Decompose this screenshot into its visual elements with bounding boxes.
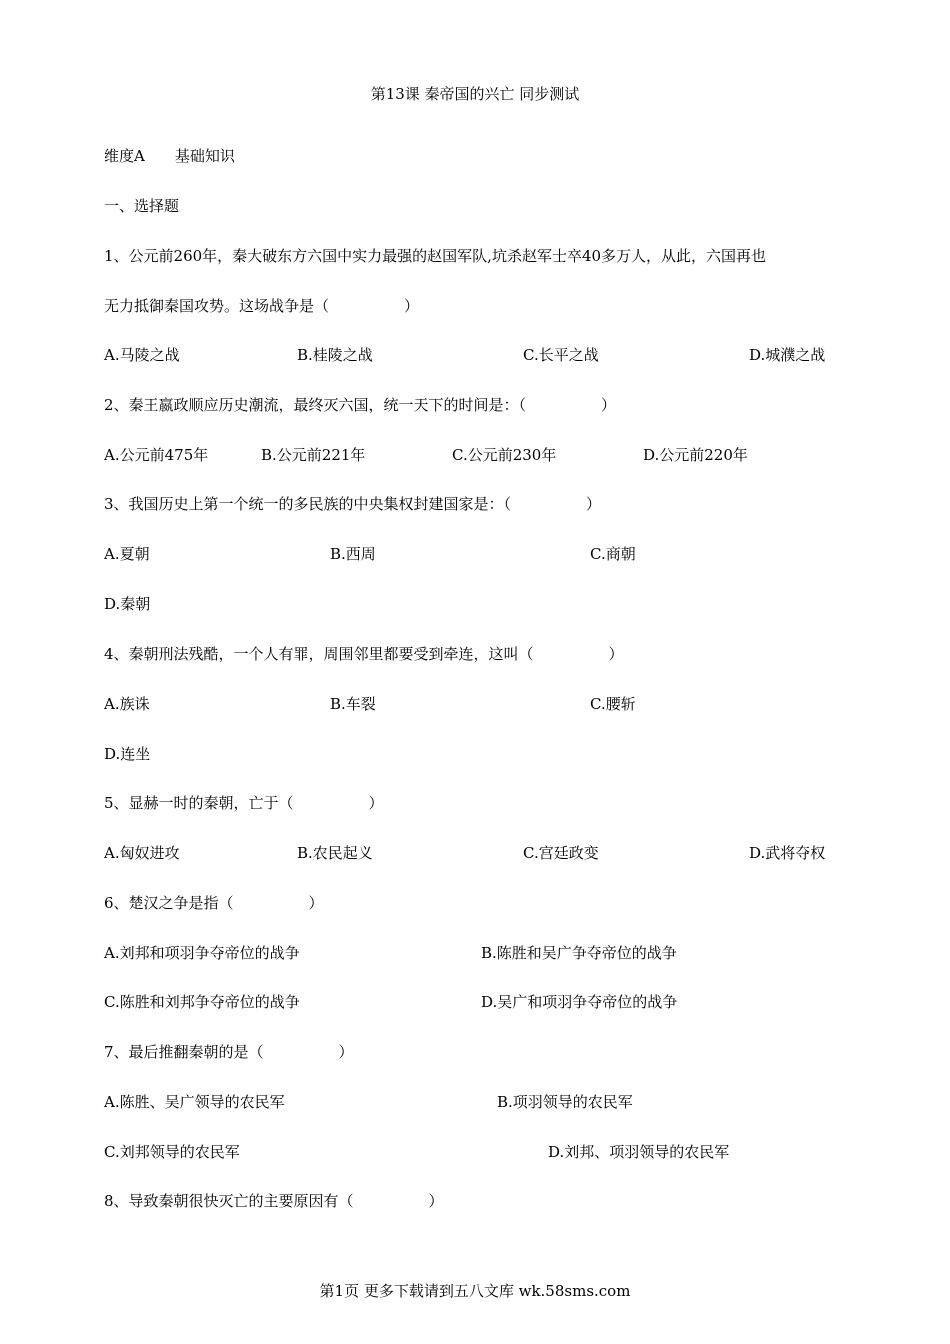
question-6-option-d: D.吴广和项羽争夺帝位的战争 [481,993,678,1011]
question-6-stem: 6、楚汉之争是指（ ） [104,894,324,912]
question-7-option-b: B.项羽领导的农民军 [497,1093,633,1111]
question-4-option-a: A.族诛 [104,695,150,713]
question-8-stem: 8、导致秦朝很快灭亡的主要原因有（ ） [104,1192,444,1210]
question-4-option-c: C.腰斩 [590,695,636,713]
question-1-stem-line-1: 1、公元前260年，秦大破东方六国中实力最强的赵国军队,坑杀赵军士卒40多万人，从此，六国再也 [104,247,767,265]
question-5-option-b: B.农民起义 [297,844,373,862]
section-heading: 一、选择题 [104,197,180,215]
question-6-option-c: C.陈胜和刘邦争夺帝位的战争 [104,993,300,1011]
question-1-option-d: D.城濮之战 [749,346,826,364]
dimension-heading: 维度A 基础知识 [104,147,235,165]
question-7-option-d: D.刘邦、项羽领导的农民军 [548,1143,730,1161]
question-1-option-c: C.长平之战 [523,346,599,364]
question-3-option-c: C.商朝 [590,545,636,563]
question-5-option-d: D.武将夺权 [749,844,826,862]
page-footer: 第1页 更多下载请到五八文库 wk.58sms.com [319,1282,631,1300]
question-4-option-b: B.车裂 [330,695,376,713]
question-1-option-a: A.马陵之战 [104,346,180,364]
question-7-option-a: A.陈胜、吴广领导的农民军 [104,1093,285,1111]
question-3-option-b: B.西周 [330,545,376,563]
question-5-option-a: A.匈奴进攻 [104,844,180,862]
question-3-option-a: A.夏朝 [104,545,150,563]
question-7-stem: 7、最后推翻秦朝的是（ ） [104,1043,354,1061]
question-5-stem: 5、显赫一时的秦朝，亡于（ ） [104,794,384,812]
question-5-option-c: C.宫廷政变 [523,844,599,862]
question-2-option-a: A.公元前475年 [104,446,209,464]
question-7-option-c: C.刘邦领导的农民军 [104,1143,240,1161]
question-1-stem-line-2: 无力抵御秦国攻势。这场战争是（ ） [104,297,420,315]
question-2-option-c: C.公元前230年 [452,446,557,464]
question-3-option-d: D.秦朝 [104,595,151,613]
question-6-option-a: A.刘邦和项羽争夺帝位的战争 [104,944,300,962]
question-2-stem: 2、秦王嬴政顺应历史潮流，最终灭六国，统一天下的时间是：（ ） [104,396,617,414]
question-1-option-b: B.桂陵之战 [297,346,373,364]
question-4-option-d: D.连坐 [104,745,151,763]
question-6-option-b: B.陈胜和吴广争夺帝位的战争 [481,944,677,962]
question-4-stem: 4、秦朝刑法残酷，一个人有罪，周围邻里都要受到牵连，这叫（ ） [104,645,624,663]
question-2-option-d: D.公元前220年 [643,446,748,464]
question-3-stem: 3、我国历史上第一个统一的多民族的中央集权封建国家是：（ ） [104,495,602,513]
page-title: 第13课 秦帝国的兴亡 同步测试 [370,85,580,103]
question-2-option-b: B.公元前221年 [261,446,366,464]
